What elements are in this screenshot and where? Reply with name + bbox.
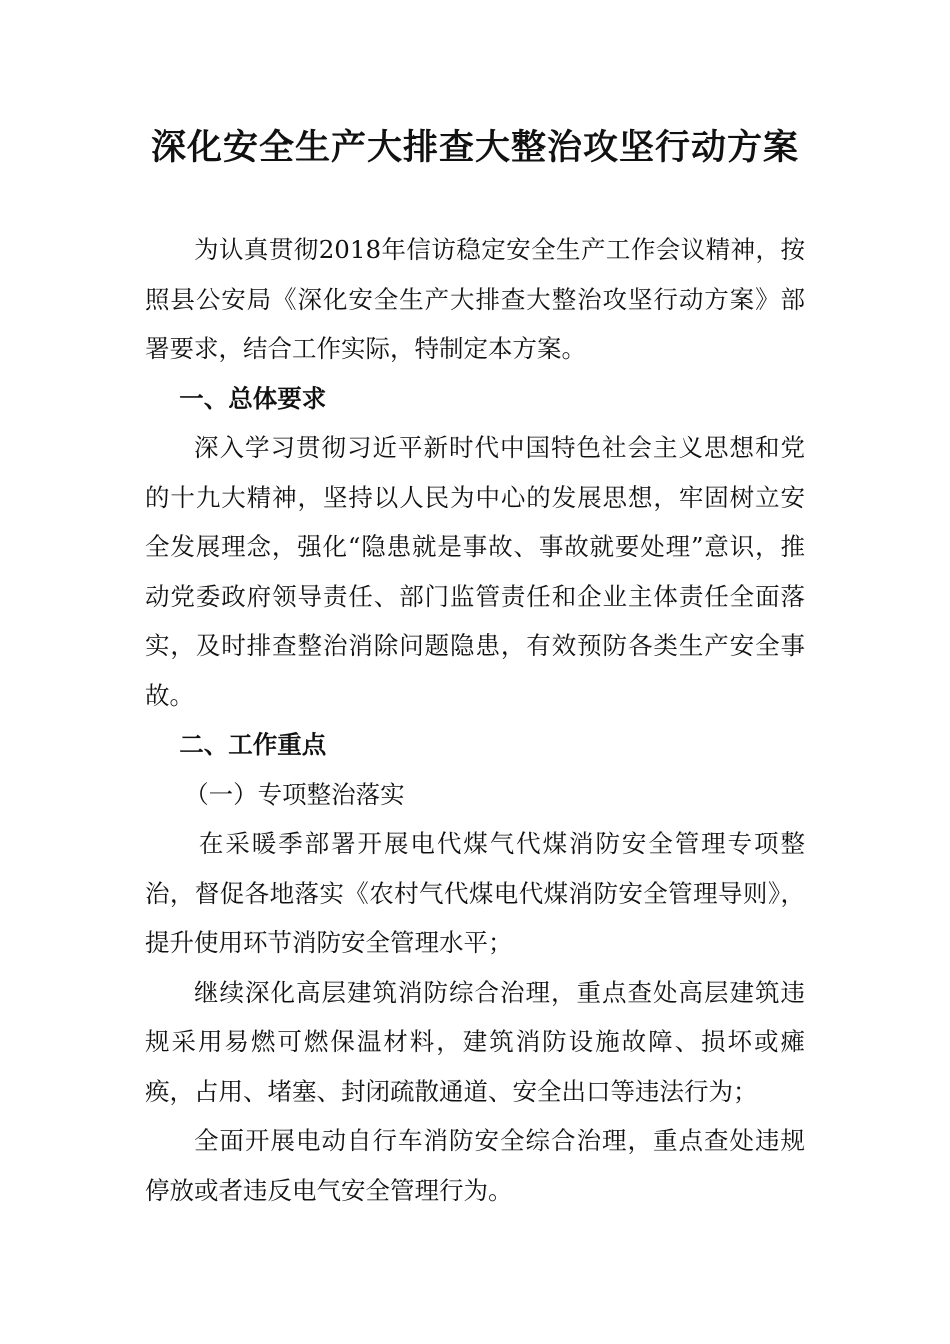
general-requirements-paragraph: 深入学习贯彻习近平新时代中国特色社会主义思想和党的十九大精神，坚持以人民为中心的发展思想，牢固树立安全发展理念，强化“隐患就是事故、事故就要处理”意识，推动党委政府领导责任、部门监管责任和企业主体责任全面落实，及时排查整治消除问题隐患，有效预防各类生产安全事故。 — [145, 433, 805, 710]
special-rectification-paragraph-ebike: 全面开展电动自行车消防安全综合治理，重点查处违规停放或者违反电气安全管理行为。 — [145, 1126, 805, 1205]
section-heading-work-focus: 二、工作重点 — [179, 730, 327, 759]
special-rectification-paragraph-heating: 在采暖季部署开展电代煤气代煤消防安全管理专项整治，督促各地落实《农村气代煤电代煤消防安全管理导则》，提升使用环节消防安全管理水平； — [145, 829, 805, 957]
document-title: 深化安全生产大排查大整治攻坚行动方案 — [150, 127, 799, 168]
intro-paragraph: 为认真贯彻2018年信访稳定安全生产工作会议精神，按照县公安局《深化安全生产大排查大整治攻坚行动方案》部署要求，结合工作实际，特制定本方案。 — [145, 235, 805, 363]
document-body — [145, 225, 805, 1215]
special-rectification-paragraph-highrise: 继续深化高层建筑消防综合治理，重点查处高层建筑违规采用易燃可燃保温材料，建筑消防设施故障、损坏或瘫痪，占用、堵塞、封闭疏散通道、安全出口等违法行为； — [145, 977, 805, 1106]
section-heading-general-requirements: 一、总体要求 — [179, 383, 327, 413]
subsection-heading-special-rectification: （一）专项整治落实 — [184, 779, 405, 809]
